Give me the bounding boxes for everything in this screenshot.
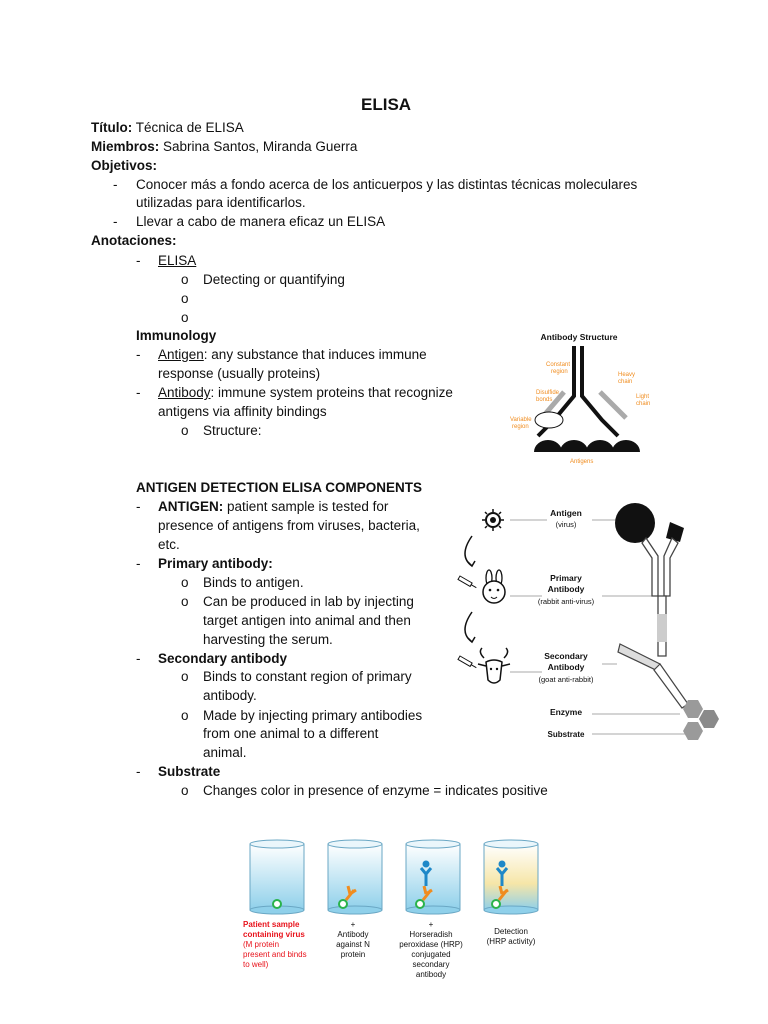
well-1 bbox=[250, 840, 304, 914]
dash-bullet: - bbox=[136, 385, 141, 400]
dash-bullet: - bbox=[136, 651, 141, 666]
dash-bullet: - bbox=[136, 499, 141, 514]
circle-bullet: o bbox=[181, 272, 189, 287]
primary-subitem-2-line-1: Can be produced in lab by injecting bbox=[203, 594, 414, 609]
arrow-head-icon bbox=[468, 561, 475, 566]
syringe-icon bbox=[458, 576, 477, 589]
label-variable-2: region bbox=[512, 424, 529, 430]
immunology-heading: Immunology bbox=[136, 328, 217, 343]
circle-bullet: o bbox=[181, 783, 189, 798]
label-disulfide-2: bonds bbox=[536, 397, 553, 403]
primary-antibody-right-arm bbox=[664, 538, 678, 596]
heavy-chain-right bbox=[582, 346, 618, 436]
well-4 bbox=[484, 840, 538, 914]
antigen-term: Antigen bbox=[158, 347, 204, 362]
primary-antibody-left-arm bbox=[642, 538, 658, 596]
substrate-label: Substrate bbox=[158, 764, 221, 779]
primary-antibody-label: Primary antibody: bbox=[158, 556, 273, 571]
label-primary-sub: (rabbit anti-virus) bbox=[537, 597, 595, 606]
antigen-definition: : any substance that induces immune bbox=[203, 347, 427, 362]
hrp-icon bbox=[423, 861, 430, 868]
caption-1-1: Patient sample bbox=[243, 920, 300, 929]
antibody-line-2: antigens via affinity bindings bbox=[158, 404, 327, 419]
light-chain-right bbox=[600, 392, 626, 418]
primary-subitem-1: Binds to antigen. bbox=[203, 575, 304, 590]
well-2-caption bbox=[336, 920, 370, 959]
antigen-shape-2 bbox=[560, 440, 588, 452]
antibody-definition: : immune system proteins that recognize bbox=[210, 385, 453, 400]
label-light: Light bbox=[636, 394, 650, 400]
elisa-components-figure bbox=[452, 500, 722, 745]
primary-antibody-hatch bbox=[657, 614, 667, 642]
titulo-row bbox=[91, 119, 244, 137]
substrate-subitem-1: Changes color in presence of enzyme = indicates positive bbox=[203, 783, 548, 798]
antigen-fragment-shape bbox=[666, 522, 684, 542]
caption-3-4: conjugated bbox=[411, 950, 451, 959]
well-3 bbox=[406, 840, 460, 914]
caption-3-3: peroxidase (HRP) bbox=[399, 940, 463, 949]
secondary-antibody-label: Secondary antibody bbox=[158, 651, 288, 666]
miembros-label: Miembros: bbox=[91, 139, 160, 154]
well-2 bbox=[328, 840, 382, 914]
circle-bullet: o bbox=[181, 594, 189, 609]
objective-1-line-1: Conocer más a fondo acerca de los anticuerpos y las distintas técnicas moleculares bbox=[136, 177, 638, 192]
caption-1-4: present and binds bbox=[243, 950, 307, 959]
secondary-subitem-2-line-3: animal. bbox=[203, 745, 247, 760]
virus-dot-icon bbox=[339, 900, 347, 908]
well-1-caption bbox=[243, 920, 307, 969]
caption-4-1: Detection bbox=[494, 927, 528, 936]
dash-bullet: - bbox=[136, 556, 141, 571]
antigen-shape-4 bbox=[612, 440, 640, 452]
label-secondary-sub: (goat anti-rabbit) bbox=[538, 675, 594, 684]
circle-bullet: o bbox=[181, 669, 189, 684]
label-disulfide: Disulfide bbox=[536, 390, 560, 396]
objective-2: Llevar a cabo de manera eficaz un ELISA bbox=[136, 214, 386, 229]
antibody-term: Antibody bbox=[158, 385, 211, 400]
caption-2-4: protein bbox=[340, 950, 366, 959]
antibody-figure-title: Antibody Structure bbox=[540, 332, 618, 342]
antibody-line-1 bbox=[158, 384, 453, 402]
elisa-subitem-1: Detecting or quantifying bbox=[203, 272, 345, 287]
label-variable: Variable bbox=[510, 417, 532, 423]
structure-item: Structure: bbox=[203, 423, 262, 438]
caption-2-2: Antibody bbox=[337, 930, 369, 939]
virus-dot-icon bbox=[492, 900, 500, 908]
arrow-head-icon bbox=[468, 637, 475, 642]
primary-subitem-2-line-3: harvesting the serum. bbox=[203, 632, 333, 647]
elisa-item: ELISA bbox=[158, 253, 197, 268]
secondary-subitem-2-line-1: Made by injecting primary antibodies bbox=[203, 708, 423, 723]
label-primary: Primary bbox=[550, 573, 582, 583]
virus-dot-icon bbox=[416, 900, 424, 908]
hrp-icon bbox=[499, 861, 506, 868]
dash-bullet: - bbox=[113, 214, 118, 229]
caption-3-5: secondary bbox=[412, 960, 450, 969]
virus-dot-icon bbox=[273, 900, 281, 908]
label-constant: Constant bbox=[546, 362, 571, 368]
objective-1-line-2: utilizadas para identificarlos. bbox=[136, 195, 306, 210]
well-3-caption bbox=[399, 920, 463, 979]
component-antigen-text: patient sample is tested for bbox=[223, 499, 389, 514]
label-heavy: Heavy bbox=[618, 372, 636, 378]
miembros-value: Sabrina Santos, Miranda Guerra bbox=[163, 139, 358, 154]
antigen-virus-shape bbox=[615, 503, 655, 543]
dash-bullet: - bbox=[136, 347, 141, 362]
enzyme-hexagon-2 bbox=[699, 710, 719, 728]
secondary-antibody-stem bbox=[654, 664, 688, 708]
titulo-value: Técnica de ELISA bbox=[135, 120, 244, 135]
circle-bullet: o bbox=[181, 423, 189, 438]
label-heavy-2: chain bbox=[618, 379, 633, 385]
dash-bullet: - bbox=[136, 253, 141, 268]
elisa-wells-figure bbox=[240, 836, 545, 986]
page-title: ELISA bbox=[361, 95, 412, 114]
label-constant-2: region bbox=[551, 369, 568, 375]
label-antigen-sub: (virus) bbox=[555, 520, 577, 529]
secondary-antibody-arm bbox=[618, 644, 660, 672]
primary-subitem-2-line-2: target antigen into animal and then bbox=[203, 613, 411, 628]
virus-icon bbox=[482, 509, 504, 531]
caption-1-3: (M protein bbox=[243, 940, 280, 949]
dash-bullet: - bbox=[136, 764, 141, 779]
goat-icon bbox=[478, 648, 510, 683]
variable-region-ellipse bbox=[535, 412, 563, 428]
circle-bullet: o bbox=[181, 708, 189, 723]
enzyme-hexagon-3 bbox=[683, 722, 703, 740]
syringe-icon bbox=[458, 656, 477, 669]
antigen-shape-1 bbox=[534, 440, 562, 452]
caption-3-2: Horseradish bbox=[409, 930, 453, 939]
secondary-subitem-1-line-1: Binds to constant region of primary bbox=[203, 669, 412, 684]
antigen-line-2: response (usually proteins) bbox=[158, 366, 321, 381]
caption-3-1: + bbox=[428, 920, 434, 929]
secondary-subitem-2-line-2: from one animal to a different bbox=[203, 726, 379, 741]
objetivos-label: Objetivos: bbox=[91, 158, 158, 173]
antigen-line-1 bbox=[158, 346, 427, 364]
component-antigen-line-1 bbox=[158, 498, 388, 516]
component-antigen-line-3: etc. bbox=[158, 537, 180, 552]
caption-3-6: antibody bbox=[415, 970, 447, 979]
well-4-caption bbox=[487, 927, 536, 946]
component-antigen-label: ANTIGEN: bbox=[158, 499, 224, 514]
label-antigens: Antigens bbox=[570, 459, 594, 465]
secondary-subitem-1-line-2: antibody. bbox=[203, 688, 257, 703]
antibody-structure-figure bbox=[504, 328, 654, 466]
dash-bullet: - bbox=[113, 177, 118, 192]
circle-bullet: o bbox=[181, 575, 189, 590]
anotaciones-label: Anotaciones: bbox=[91, 233, 177, 248]
label-primary-2: Antibody bbox=[547, 584, 585, 594]
label-secondary-2: Antibody bbox=[547, 662, 585, 672]
label-antigen: Antigen bbox=[550, 508, 582, 518]
circle-bullet: o bbox=[181, 310, 189, 325]
caption-2-1: + bbox=[350, 920, 356, 929]
circle-bullet: o bbox=[181, 291, 189, 306]
component-antigen-line-2: presence of antigens from viruses, bacteria, bbox=[158, 518, 420, 533]
label-substrate: Substrate bbox=[547, 730, 585, 739]
miembros-row bbox=[91, 138, 357, 156]
caption-2-3: against N bbox=[336, 940, 370, 949]
caption-1-2: containing virus bbox=[243, 930, 305, 939]
titulo-label: Título: bbox=[91, 120, 133, 135]
rabbit-icon bbox=[483, 570, 505, 603]
label-enzyme: Enzyme bbox=[549, 707, 583, 717]
label-light-2: chain bbox=[636, 401, 651, 407]
antigen-shape-3 bbox=[586, 440, 614, 452]
caption-4-2: (HRP activity) bbox=[486, 937, 536, 946]
components-heading: ANTIGEN DETECTION ELISA COMPONENTS bbox=[136, 480, 423, 495]
caption-1-5: to well) bbox=[243, 960, 269, 969]
label-secondary: Secondary bbox=[544, 651, 588, 661]
